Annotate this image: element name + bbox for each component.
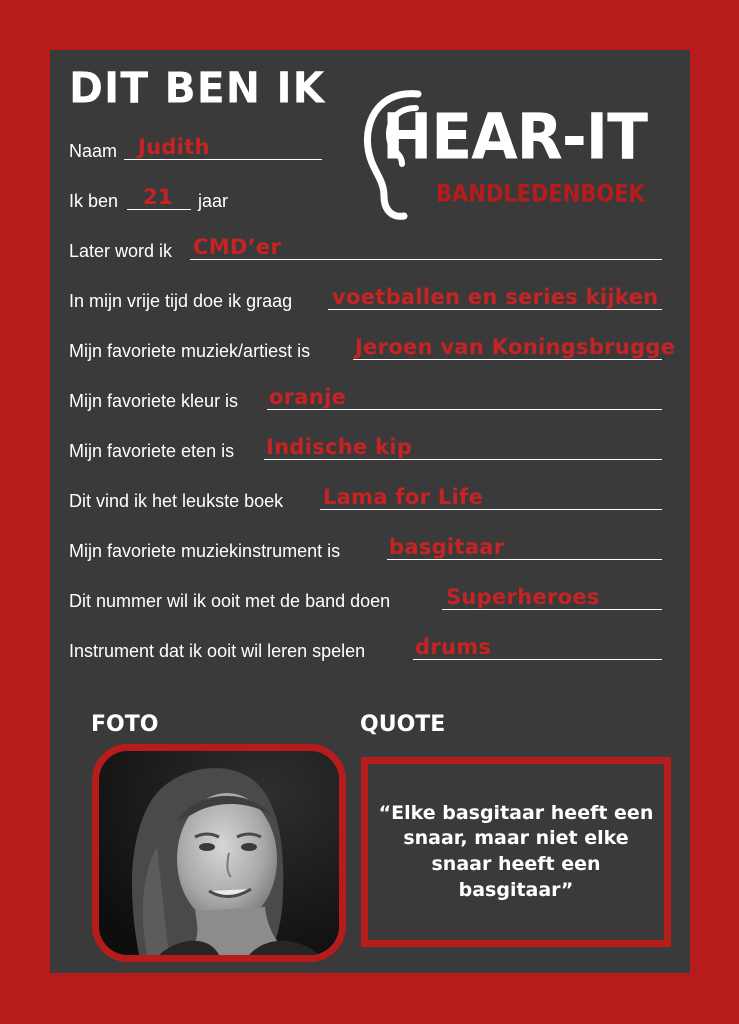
field-suffix: jaar <box>198 191 229 211</box>
answer-line <box>320 509 662 510</box>
profile-panel <box>50 50 690 973</box>
logo-wordmark: HEAR-IT <box>382 100 647 175</box>
field-value: Jeroen van Koningsbrugge <box>355 335 676 359</box>
hear-it-logo <box>360 86 660 226</box>
field-value: Judith <box>138 135 210 159</box>
portrait-photo <box>92 744 346 962</box>
field-instrument <box>69 530 669 560</box>
photo-heading: FOTO <box>91 712 159 737</box>
answer-line <box>353 359 662 360</box>
answer-line <box>328 309 662 310</box>
answer-line <box>190 259 662 260</box>
field-value: voetballen en series kijken <box>332 285 659 309</box>
field-value: Indische kip <box>266 435 413 459</box>
field-muziek <box>69 330 676 361</box>
answer-line <box>124 159 322 160</box>
field-value: basgitaar <box>389 535 505 559</box>
quote-text: “Elke basgitaar heeft een snaar, maar niet elke snaar heeft een basgitaar” <box>378 801 654 901</box>
field-leren <box>69 630 669 660</box>
field-label: Mijn favoriete muziek/artiest is <box>69 341 311 361</box>
field-label: In mijn vrije tijd doe ik graag <box>69 291 293 311</box>
field-value: drums <box>415 635 492 659</box>
field-vrije-tijd <box>69 280 669 310</box>
field-boek <box>69 480 669 510</box>
field-value: CMD’er <box>193 235 282 259</box>
field-nummer <box>69 580 669 610</box>
answer-line <box>264 459 662 460</box>
answer-line <box>127 209 191 210</box>
field-label: Mijn favoriete kleur is <box>69 391 239 411</box>
answer-line <box>267 409 662 410</box>
field-value: oranje <box>269 385 347 409</box>
field-label: Dit nummer wil ik ooit met de band doen <box>69 591 391 611</box>
field-value: 21 <box>143 185 173 209</box>
field-leeftijd <box>69 180 269 210</box>
field-label: Naam <box>69 141 118 161</box>
field-naam <box>69 130 329 160</box>
quote-box <box>361 757 671 947</box>
field-eten <box>69 430 669 460</box>
field-later <box>69 230 669 260</box>
portrait-image <box>99 751 339 955</box>
logo-subtitle: BANDLEDENBOEK <box>436 179 645 208</box>
field-value: Superheroes <box>446 585 600 609</box>
field-label: Mijn favoriete muziekinstrument is <box>69 541 341 561</box>
answer-line <box>387 559 662 560</box>
field-label: Mijn favoriete eten is <box>69 441 235 461</box>
field-kleur <box>69 380 669 410</box>
field-label: Instrument dat ik ooit wil leren spelen <box>69 641 366 661</box>
quote-heading: QUOTE <box>360 712 446 737</box>
field-label: Later word ik <box>69 241 173 261</box>
field-label: Dit vind ik het leukste boek <box>69 491 284 511</box>
page-title: DIT BEN IK <box>69 62 326 114</box>
answer-line <box>413 659 662 660</box>
answer-line <box>442 609 662 610</box>
field-value: Lama for Life <box>323 485 484 509</box>
field-label: Ik ben <box>69 191 119 211</box>
